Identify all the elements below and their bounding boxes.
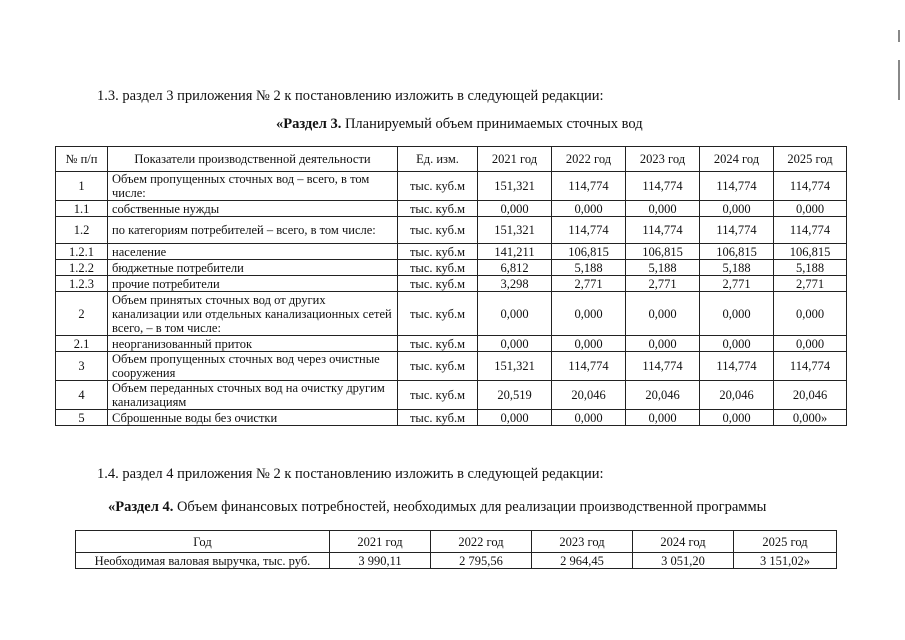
row-unit: тыс. куб.м xyxy=(398,410,478,426)
row-number: 1 xyxy=(56,172,108,201)
row-value-2022: 5,188 xyxy=(552,260,626,276)
row-unit: тыс. куб.м xyxy=(398,217,478,244)
table-row xyxy=(56,381,847,410)
col-header-2022: 2022 год xyxy=(552,147,626,172)
t2-header-2024: 2024 год xyxy=(633,531,734,553)
row-value-2024: 0,000 xyxy=(700,410,774,426)
row-value-2023: 0,000 xyxy=(626,410,700,426)
row-value-2021: 20,519 xyxy=(478,381,552,410)
row-value-2024: 0,000 xyxy=(700,292,774,336)
section-4-title: Объем финансовых потребностей, необходимых для реализации производственной программы xyxy=(173,499,767,515)
row-value-2024: 2,771 xyxy=(700,276,774,292)
row-value-2024: 106,815 xyxy=(700,244,774,260)
row-value-2021: 151,321 xyxy=(478,352,552,381)
t2-value-2022: 2 795,56 xyxy=(431,553,532,569)
row-indicator: Объем пропущенных сточных вод через очистные сооружения xyxy=(108,352,398,381)
t2-header-2022: 2022 год xyxy=(431,531,532,553)
row-indicator: Объем принятых сточных вод от других канализации или отдельных канализационных сетей всего, – в том числе: xyxy=(108,292,398,336)
row-value-2025: 0,000» xyxy=(774,410,847,426)
row-value-2025: 114,774 xyxy=(774,352,847,381)
table-header-row xyxy=(56,147,847,172)
scan-mark xyxy=(898,30,900,42)
section-3-prefix: «Раздел 3. xyxy=(276,116,342,132)
section-3-heading xyxy=(276,116,643,133)
row-value-2021: 151,321 xyxy=(478,217,552,244)
row-value-2024: 114,774 xyxy=(700,172,774,201)
row-number: 1.2 xyxy=(56,217,108,244)
row-value-2024: 5,188 xyxy=(700,260,774,276)
row-value-2022: 114,774 xyxy=(552,172,626,201)
row-value-2025: 0,000 xyxy=(774,336,847,352)
row-value-2022: 20,046 xyxy=(552,381,626,410)
row-value-2022: 0,000 xyxy=(552,410,626,426)
t2-value-2024: 3 051,20 xyxy=(633,553,734,569)
row-value-2025: 106,815 xyxy=(774,244,847,260)
row-value-2025: 5,188 xyxy=(774,260,847,276)
row-unit: тыс. куб.м xyxy=(398,352,478,381)
col-header-number: № п/п xyxy=(56,147,108,172)
row-indicator: Объем переданных сточных вод на очистку другим канализациям xyxy=(108,381,398,410)
t2-value-2025: 3 151,02» xyxy=(734,553,837,569)
t2-header-2021: 2021 год xyxy=(330,531,431,553)
col-header-2021: 2021 год xyxy=(478,147,552,172)
row-value-2025: 0,000 xyxy=(774,292,847,336)
row-number: 2.1 xyxy=(56,336,108,352)
financial-needs-table xyxy=(75,530,837,569)
row-unit: тыс. куб.м xyxy=(398,244,478,260)
row-value-2022: 114,774 xyxy=(552,217,626,244)
row-value-2023: 2,771 xyxy=(626,276,700,292)
table2-header-row xyxy=(76,531,837,553)
row-number: 2 xyxy=(56,292,108,336)
row-indicator: Сброшенные воды без очистки xyxy=(108,410,398,426)
row-value-2021: 6,812 xyxy=(478,260,552,276)
row-indicator: собственные нужды xyxy=(108,201,398,217)
t2-header-2023: 2023 год xyxy=(532,531,633,553)
row-value-2023: 0,000 xyxy=(626,201,700,217)
row-unit: тыс. куб.м xyxy=(398,381,478,410)
row-value-2024: 114,774 xyxy=(700,352,774,381)
row-unit: тыс. куб.м xyxy=(398,276,478,292)
row-value-2021: 3,298 xyxy=(478,276,552,292)
col-header-unit: Ед. изм. xyxy=(398,147,478,172)
row-value-2021: 141,211 xyxy=(478,244,552,260)
table-row xyxy=(56,336,847,352)
section-4-prefix: «Раздел 4. xyxy=(108,499,174,515)
row-value-2022: 0,000 xyxy=(552,201,626,217)
row-value-2023: 5,188 xyxy=(626,260,700,276)
row-value-2023: 114,774 xyxy=(626,352,700,381)
row-value-2023: 0,000 xyxy=(626,336,700,352)
row-value-2025: 114,774 xyxy=(774,217,847,244)
row-value-2022: 0,000 xyxy=(552,292,626,336)
row-number: 5 xyxy=(56,410,108,426)
table-row xyxy=(56,292,847,336)
row-indicator: прочие потребители xyxy=(108,276,398,292)
row-value-2021: 0,000 xyxy=(478,336,552,352)
table-row xyxy=(56,276,847,292)
row-value-2024: 0,000 xyxy=(700,336,774,352)
table-row xyxy=(56,260,847,276)
row-value-2023: 106,815 xyxy=(626,244,700,260)
row-unit: тыс. куб.м xyxy=(398,260,478,276)
row-value-2024: 0,000 xyxy=(700,201,774,217)
row-unit: тыс. куб.м xyxy=(398,336,478,352)
item-1-3-text: 1.3. раздел 3 приложения № 2 к постановлению изложить в следующей редакции: xyxy=(97,88,604,104)
t2-label: Необходимая валовая выручка, тыс. руб. xyxy=(76,553,330,569)
row-indicator: Объем пропущенных сточных вод – всего, в том числе: xyxy=(108,172,398,201)
row-value-2024: 20,046 xyxy=(700,381,774,410)
row-value-2021: 151,321 xyxy=(478,172,552,201)
row-value-2023: 20,046 xyxy=(626,381,700,410)
section-4-heading xyxy=(108,499,766,516)
table-row xyxy=(56,244,847,260)
row-unit: тыс. куб.м xyxy=(398,292,478,336)
row-number: 4 xyxy=(56,381,108,410)
row-value-2025: 2,771 xyxy=(774,276,847,292)
row-value-2025: 0,000 xyxy=(774,201,847,217)
row-number: 1.2.2 xyxy=(56,260,108,276)
row-value-2022: 2,771 xyxy=(552,276,626,292)
row-number: 1.2.1 xyxy=(56,244,108,260)
row-value-2021: 0,000 xyxy=(478,292,552,336)
row-value-2025: 114,774 xyxy=(774,172,847,201)
section-3-title: Планируемый объем принимаемых сточных вод xyxy=(341,116,643,132)
row-unit: тыс. куб.м xyxy=(398,201,478,217)
row-value-2022: 114,774 xyxy=(552,352,626,381)
row-value-2021: 0,000 xyxy=(478,410,552,426)
row-value-2021: 0,000 xyxy=(478,201,552,217)
scan-mark xyxy=(898,60,900,100)
row-number: 3 xyxy=(56,352,108,381)
col-header-2024: 2024 год xyxy=(700,147,774,172)
t2-header-year: Год xyxy=(76,531,330,553)
row-number: 1.2.3 xyxy=(56,276,108,292)
table2-row-revenue xyxy=(76,553,837,569)
row-value-2022: 106,815 xyxy=(552,244,626,260)
item-1-4-text: 1.4. раздел 4 приложения № 2 к постановлению изложить в следующей редакции: xyxy=(97,466,604,482)
table-row xyxy=(56,410,847,426)
t2-value-2023: 2 964,45 xyxy=(532,553,633,569)
row-indicator: по категориям потребителей – всего, в том числе: xyxy=(108,217,398,244)
row-value-2023: 0,000 xyxy=(626,292,700,336)
t2-value-2021: 3 990,11 xyxy=(330,553,431,569)
table-row xyxy=(56,217,847,244)
row-value-2023: 114,774 xyxy=(626,172,700,201)
table-row xyxy=(56,172,847,201)
row-indicator: неорганизованный приток xyxy=(108,336,398,352)
row-value-2022: 0,000 xyxy=(552,336,626,352)
row-indicator: бюджетные потребители xyxy=(108,260,398,276)
col-header-2023: 2023 год xyxy=(626,147,700,172)
row-value-2024: 114,774 xyxy=(700,217,774,244)
col-header-2025: 2025 год xyxy=(774,147,847,172)
row-unit: тыс. куб.м xyxy=(398,172,478,201)
row-value-2023: 114,774 xyxy=(626,217,700,244)
table-row xyxy=(56,352,847,381)
row-indicator: население xyxy=(108,244,398,260)
t2-header-2025: 2025 год xyxy=(734,531,837,553)
planned-wastewater-table xyxy=(55,146,847,426)
col-header-indicator: Показатели производственной деятельности xyxy=(108,147,398,172)
row-value-2025: 20,046 xyxy=(774,381,847,410)
table-row xyxy=(56,201,847,217)
row-number: 1.1 xyxy=(56,201,108,217)
